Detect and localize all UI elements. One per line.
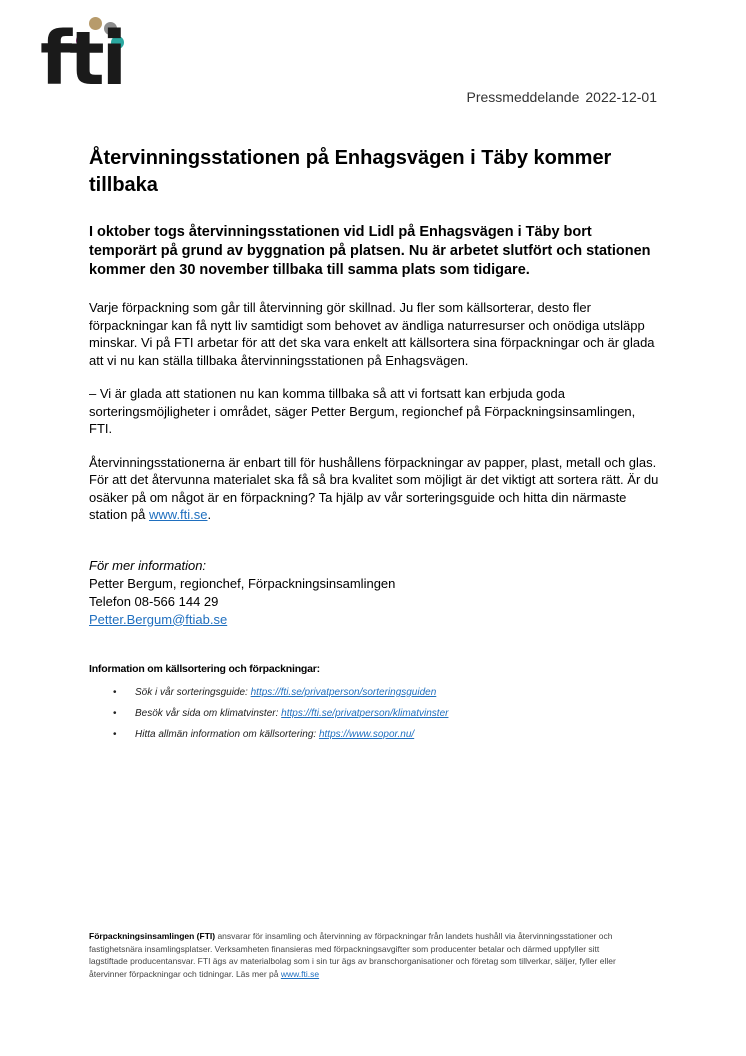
contact-phone: Telefon 08-566 144 29	[89, 593, 219, 609]
article-title: Återvinningsstationen på Enhagsvägen i Täby kommer tillbaka	[89, 147, 612, 196]
info-heading: Information om källsortering och förpackningar:	[89, 662, 320, 675]
article-lead: I oktober togs återvinningsstationen vid Lidl på Enhagsvägen i Täby bort temporärt på grund av byggnation på platsen. Nu är arbetet slutfört och stationen kommer den 30 november tillbaka till samma plats som tidigare.	[89, 224, 651, 278]
footer-website-link[interactable]: www.fti.se	[280, 968, 320, 979]
contact-block	[89, 557, 659, 629]
info-item-label: Hitta allmän information om källsortering:	[135, 728, 319, 740]
bullet-icon: •	[113, 728, 117, 740]
doc-type: Pressmeddelande	[466, 89, 580, 105]
footer-boilerplate	[89, 930, 629, 980]
paragraph-2: – Vi är glada att stationen nu kan komma tillbaka så att vi fortsatt kan erbjuda goda sorteringsmöjligheter i området, säger Petter Bergum, regionchef på Förpackningsinsamlingen, FTI.	[89, 386, 636, 436]
list-item	[89, 703, 659, 724]
press-date: 2022-12-01	[585, 89, 657, 105]
footer-text: ansvarar för insamling och återvinning av förpackningar från landets hushåll via återvinningsstationer och fastighetsnära insamlingsplatser. Verksamheten finansieras med förpackningsavgifter som producenter betalar och därmed uppfyller sitt lagstiftade producentansvar. FTI ägs av materialbolag som i sin tur ägs av branschorganisationer och företag som tillverkar, säljer, fyller eller återvinner förpackningar och tidningar. Läs mer på	[89, 931, 616, 979]
contact-email-link[interactable]: Petter.Bergum@ftiab.se	[89, 611, 228, 627]
info-list	[89, 682, 659, 745]
info-item-label: Besök vår sida om klimatvinster:	[135, 707, 282, 719]
bullet-icon: •	[113, 707, 117, 719]
paragraph-3-text: Återvinningsstationerna är enbart till för hushållens förpackningar av papper, plast, metall och glas. För att det återvunna materialet ska få så bra kvalitet som möjligt är det viktigt att sortera rätt. Är du osäker på om något är en förpackning? Ta hjälp av vår sorteringsguide och hitta din närmaste station på	[89, 454, 659, 522]
press-header	[461, 89, 657, 105]
sorteringsguiden-link[interactable]: https://fti.se/privatperson/sorteringsguiden	[250, 686, 437, 698]
fti-website-link[interactable]: www.fti.se	[149, 507, 208, 522]
list-item	[89, 724, 659, 745]
paragraph-3	[89, 454, 659, 524]
list-item	[89, 682, 659, 703]
sopor-link[interactable]: https://www.sopor.nu/	[318, 728, 415, 740]
contact-name: Petter Bergum, regionchef, Förpackningsinsamlingen	[89, 575, 396, 591]
paragraph-3-end: .	[207, 507, 212, 522]
footer-org: Förpackningsinsamlingen (FTI)	[89, 931, 216, 941]
logo-wordmark: fti	[40, 16, 124, 102]
fti-logo	[40, 14, 132, 106]
paragraph-1: Varje förpackning som går till återvinning gör skillnad. Ju fler som källsorterar, desto fler förpackningar kan få nytt liv samtidigt som behovet av ändliga naturresurser och onödiga utsläpp minskar. Vi på FTI arbetar för att det ska vara enkelt att källsortera sina förpackningar och är glada att vi nu kan ställa tillbaka återvinningsstationen på Enhagsvägen.	[89, 300, 655, 368]
article	[89, 145, 659, 745]
klimatvinster-link[interactable]: https://fti.se/privatperson/klimatvinster	[281, 707, 449, 719]
info-item-label: Sök i vår sorteringsguide:	[135, 686, 251, 698]
bullet-icon: •	[113, 686, 117, 698]
contact-intro: För mer information:	[89, 557, 207, 573]
